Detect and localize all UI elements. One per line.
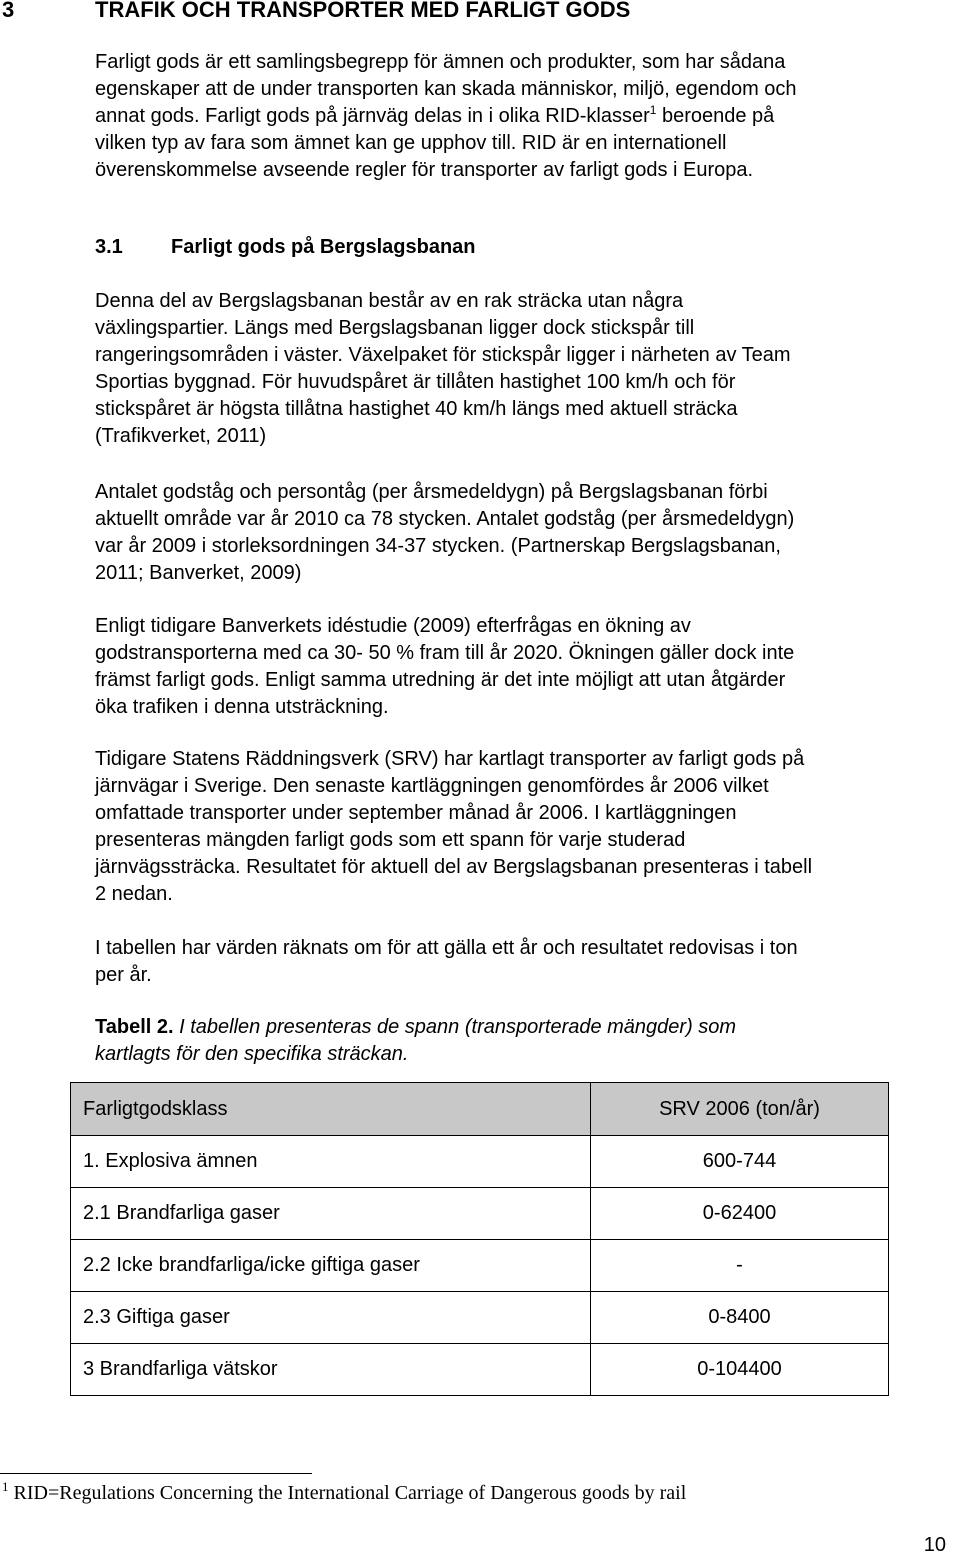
table-cell-class: 2.1 Brandfarliga gaser	[71, 1188, 591, 1240]
table-row	[71, 1344, 889, 1396]
table-row	[71, 1136, 889, 1188]
table-cell-value: 0-104400	[591, 1344, 889, 1396]
table-cell-class: 1. Explosiva ämnen	[71, 1136, 591, 1188]
text-line: I tabellen har värden räknats om för att gälla ett år och resultatet redovisas i ton	[95, 937, 798, 959]
text-line: Tidigare Statens Räddningsverk (SRV) har kartlagt transporter av farligt gods på	[95, 748, 805, 770]
text-line: (Trafikverket, 2011)	[95, 425, 267, 447]
chapter-title: TRAFIK OCH TRANSPORTER MED FARLIGT GODS	[95, 0, 631, 22]
text-line: Antalet godståg och persontåg (per årsmedeldygn) på Bergslagsbanan förbi	[95, 481, 768, 503]
table-cell-class: 3 Brandfarliga vätskor	[71, 1344, 591, 1396]
body-paragraph	[95, 288, 935, 450]
table-cell-value: -	[591, 1240, 889, 1292]
text-line: järnvägar i Sverige. Den senaste kartläggningen genomfördes år 2006 vilket	[95, 775, 769, 797]
footnote-marker: 1	[2, 1479, 9, 1494]
text-line: vilken typ av fara som ämnet kan ge upphov till. RID är en internationell	[95, 132, 727, 154]
text-line: öka trafiken i denna utsträckning.	[95, 696, 389, 718]
srv-table	[70, 1082, 889, 1396]
table-row	[71, 1188, 889, 1240]
text-line: stickspåret är högsta tillåtna hastighet 40 km/h längs med aktuell sträcka	[95, 398, 738, 420]
text-line: per år.	[95, 964, 152, 986]
text-fragment: beroende på	[656, 105, 775, 127]
text-line: egenskaper att de under transporten kan skada människor, miljö, egendom och	[95, 78, 797, 100]
body-paragraph	[95, 613, 935, 721]
text-line: Farligt gods är ett samlingsbegrepp för ämnen och produkter, som har sådana	[95, 51, 786, 73]
table-caption-text: kartlagts för den specifika sträckan.	[95, 1043, 409, 1065]
text-line: presenteras mängden farligt gods som ett spann för varje studerad	[95, 829, 686, 851]
text-line: Sportias byggnad. För huvudspåret är tillåten hastighet 100 km/h och för	[95, 371, 736, 393]
table-row	[71, 1292, 889, 1344]
text-line: rangeringsområden i väster. Växelpaket för stickspår ligger i närheten av Team	[95, 344, 791, 366]
text-fragment: annat gods. Farligt gods på järnväg delas in i olika RID-klasser	[95, 105, 650, 127]
chapter-number: 3	[2, 0, 15, 22]
table-cell-class: 2.2 Icke brandfarliga/icke giftiga gaser	[71, 1240, 591, 1292]
text-line	[95, 1014, 935, 1041]
footnote-reference: 1	[649, 103, 657, 117]
text-line: 2 nedan.	[95, 883, 173, 905]
table-cell-value: 0-8400	[591, 1292, 889, 1344]
body-paragraph	[95, 746, 935, 908]
text-line: aktuellt område var år 2010 ca 78 stycken. Antalet godståg (per årsmedeldygn)	[95, 508, 795, 530]
text-line: främst farligt gods. Enligt samma utredning är det inte möjligt att utan åtgärder	[95, 669, 786, 691]
footnote	[2, 1479, 687, 1505]
text-line	[95, 103, 935, 130]
text-line: godstransporterna med ca 30- 50 % fram till år 2020. Ökningen gäller dock inte	[95, 642, 795, 664]
table-caption	[95, 1014, 935, 1068]
text-line: Denna del av Bergslagsbanan består av en rak sträcka utan några	[95, 290, 684, 312]
column-header-srv: SRV 2006 (ton/år)	[591, 1083, 889, 1136]
column-header-class: Farligtgodsklass	[71, 1083, 591, 1136]
table-cell-value: 0-62400	[591, 1188, 889, 1240]
table-caption-label: Tabell 2.	[95, 1016, 174, 1038]
text-line: Enligt tidigare Banverkets idéstudie (2009) efterfrågas en ökning av	[95, 615, 691, 637]
section-title: Farligt gods på Bergslagsbanan	[171, 236, 476, 258]
text-line: 2011; Banverket, 2009)	[95, 562, 302, 584]
table-caption-text: I tabellen presenteras de spann (transporterade mängder) som	[173, 1016, 737, 1038]
section-number: 3.1	[95, 236, 123, 258]
body-paragraph	[95, 935, 935, 989]
body-paragraph	[95, 479, 935, 587]
footnote-divider	[0, 1473, 312, 1474]
text-line: var år 2009 i storleksordningen 34-37 stycken. (Partnerskap Bergslagsbanan,	[95, 535, 781, 557]
table-cell-class: 2.3 Giftiga gaser	[71, 1292, 591, 1344]
text-line: växlingspartier. Längs med Bergslagsbanan ligger dock stickspår till	[95, 317, 695, 339]
intro-paragraph	[95, 49, 935, 184]
page-number: 10	[923, 1534, 946, 1556]
text-line: järnvägssträcka. Resultatet för aktuell del av Bergslagsbanan presenteras i tabell	[95, 856, 813, 878]
table-cell-value: 600-744	[591, 1136, 889, 1188]
text-line: överenskommelse avseende regler för transporter av farligt gods i Europa.	[95, 159, 754, 181]
table-row	[71, 1240, 889, 1292]
text-line: omfattade transporter under september månad år 2006. I kartläggningen	[95, 802, 737, 824]
table-header-row	[71, 1083, 889, 1136]
footnote-text: RID=Regulations Concerning the International Carriage of Dangerous goods by rail	[8, 1482, 687, 1504]
